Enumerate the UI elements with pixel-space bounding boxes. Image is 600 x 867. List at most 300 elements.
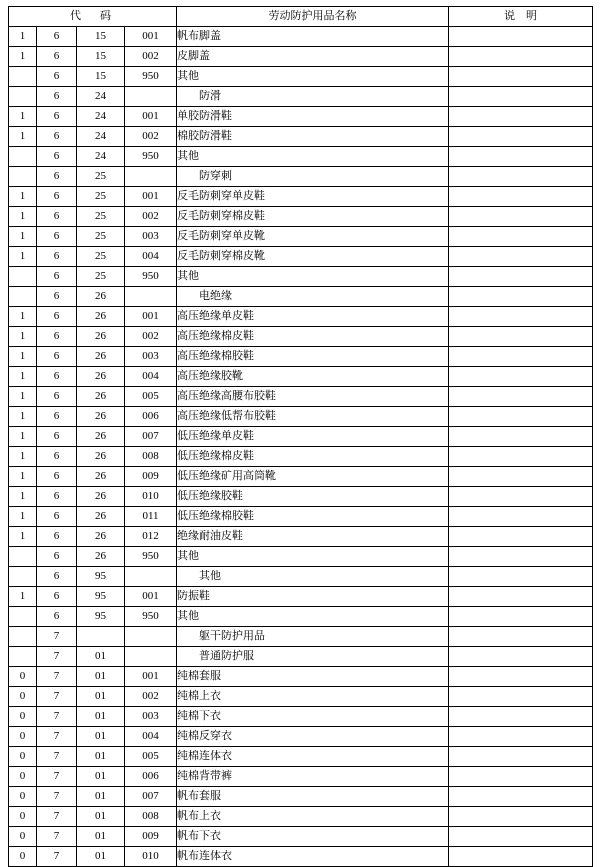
code-level-2: 6 xyxy=(37,267,77,287)
code-level-3: 26 xyxy=(77,487,125,507)
table-row xyxy=(9,447,593,467)
code-level-2: 6 xyxy=(37,127,77,147)
code-level-3: 26 xyxy=(77,467,125,487)
code-level-3: 01 xyxy=(77,707,125,727)
code-level-1: 0 xyxy=(9,687,37,707)
note-cell xyxy=(449,167,593,187)
table-row xyxy=(9,127,593,147)
column-header-note: 说 明 xyxy=(449,7,593,27)
note-cell xyxy=(449,847,593,867)
code-level-2: 6 xyxy=(37,187,77,207)
code-level-3: 15 xyxy=(77,47,125,67)
code-level-4: 001 xyxy=(125,27,177,47)
table-row xyxy=(9,147,593,167)
code-level-4: 001 xyxy=(125,667,177,687)
equipment-name: 防振鞋 xyxy=(177,587,449,607)
code-level-1: 1 xyxy=(9,207,37,227)
code-level-1: 1 xyxy=(9,247,37,267)
code-level-1: 1 xyxy=(9,467,37,487)
code-level-2: 6 xyxy=(37,607,77,627)
table-row xyxy=(9,507,593,527)
note-cell xyxy=(449,747,593,767)
table-header-row xyxy=(9,7,593,27)
equipment-name: 防滑 xyxy=(177,87,449,107)
equipment-name: 棉胶防滑鞋 xyxy=(177,127,449,147)
code-level-2: 6 xyxy=(37,387,77,407)
equipment-name: 其他 xyxy=(177,567,449,587)
code-level-4: 005 xyxy=(125,387,177,407)
code-level-4: 008 xyxy=(125,807,177,827)
code-level-3: 01 xyxy=(77,787,125,807)
code-level-1 xyxy=(9,67,37,87)
equipment-name: 纯棉反穿衣 xyxy=(177,727,449,747)
code-level-3: 24 xyxy=(77,127,125,147)
code-level-4: 001 xyxy=(125,187,177,207)
equipment-name: 低压绝缘单皮鞋 xyxy=(177,427,449,447)
code-level-4: 009 xyxy=(125,827,177,847)
equipment-name: 纯棉连体衣 xyxy=(177,747,449,767)
code-level-3: 01 xyxy=(77,687,125,707)
code-level-3: 26 xyxy=(77,447,125,467)
code-level-3: 01 xyxy=(77,667,125,687)
code-level-1 xyxy=(9,567,37,587)
code-level-3: 26 xyxy=(77,327,125,347)
code-level-2: 6 xyxy=(37,407,77,427)
note-cell xyxy=(449,527,593,547)
code-level-4: 004 xyxy=(125,727,177,747)
note-cell xyxy=(449,447,593,467)
table-row xyxy=(9,727,593,747)
code-level-1 xyxy=(9,287,37,307)
table-row xyxy=(9,67,593,87)
table-row xyxy=(9,747,593,767)
table-row xyxy=(9,27,593,47)
table-row xyxy=(9,247,593,267)
code-level-1: 1 xyxy=(9,27,37,47)
code-level-2: 6 xyxy=(37,227,77,247)
code-level-4: 012 xyxy=(125,527,177,547)
note-cell xyxy=(449,547,593,567)
code-level-4: 950 xyxy=(125,607,177,627)
code-level-3: 26 xyxy=(77,287,125,307)
table-row xyxy=(9,607,593,627)
equipment-name: 普通防护服 xyxy=(177,647,449,667)
code-level-2: 6 xyxy=(37,107,77,127)
code-level-4: 002 xyxy=(125,687,177,707)
table-row xyxy=(9,187,593,207)
code-level-2: 6 xyxy=(37,467,77,487)
code-level-2: 7 xyxy=(37,647,77,667)
code-level-4: 950 xyxy=(125,67,177,87)
equipment-name: 高压绝缘棉胶鞋 xyxy=(177,347,449,367)
equipment-name: 单胶防滑鞋 xyxy=(177,107,449,127)
code-level-2: 7 xyxy=(37,687,77,707)
code-level-1 xyxy=(9,547,37,567)
note-cell xyxy=(449,267,593,287)
table-row xyxy=(9,587,593,607)
code-level-2: 7 xyxy=(37,727,77,747)
equipment-name: 皮脚盖 xyxy=(177,47,449,67)
code-level-4 xyxy=(125,87,177,107)
code-level-1: 0 xyxy=(9,827,37,847)
code-level-1 xyxy=(9,167,37,187)
code-level-3: 25 xyxy=(77,247,125,267)
code-level-4: 002 xyxy=(125,327,177,347)
table-row xyxy=(9,767,593,787)
code-level-1: 1 xyxy=(9,347,37,367)
code-level-4 xyxy=(125,647,177,667)
code-level-3: 01 xyxy=(77,827,125,847)
equipment-name: 纯棉套服 xyxy=(177,667,449,687)
code-level-2: 7 xyxy=(37,807,77,827)
code-level-1: 1 xyxy=(9,407,37,427)
equipment-name: 反毛防刺穿单皮靴 xyxy=(177,227,449,247)
note-cell xyxy=(449,327,593,347)
code-level-1: 1 xyxy=(9,487,37,507)
code-level-2: 7 xyxy=(37,787,77,807)
code-level-1: 1 xyxy=(9,507,37,527)
table-row xyxy=(9,807,593,827)
code-level-1: 0 xyxy=(9,727,37,747)
code-level-3: 25 xyxy=(77,187,125,207)
equipment-name: 高压绝缘低帮布胶鞋 xyxy=(177,407,449,427)
code-level-1: 0 xyxy=(9,667,37,687)
note-cell xyxy=(449,727,593,747)
code-level-1: 1 xyxy=(9,387,37,407)
code-level-3: 24 xyxy=(77,107,125,127)
table-row xyxy=(9,787,593,807)
table-row xyxy=(9,387,593,407)
table-row xyxy=(9,307,593,327)
table-row xyxy=(9,367,593,387)
code-level-2: 6 xyxy=(37,587,77,607)
note-cell xyxy=(449,107,593,127)
note-cell xyxy=(449,227,593,247)
code-level-2: 7 xyxy=(37,827,77,847)
table-row xyxy=(9,667,593,687)
code-level-2: 6 xyxy=(37,67,77,87)
code-level-3: 26 xyxy=(77,407,125,427)
code-level-1: 0 xyxy=(9,747,37,767)
code-level-2: 6 xyxy=(37,547,77,567)
code-level-1: 1 xyxy=(9,227,37,247)
table-row xyxy=(9,287,593,307)
code-level-4: 003 xyxy=(125,347,177,367)
note-cell xyxy=(449,307,593,327)
code-level-4: 004 xyxy=(125,367,177,387)
code-level-1 xyxy=(9,647,37,667)
code-level-4: 007 xyxy=(125,427,177,447)
code-level-3: 95 xyxy=(77,567,125,587)
code-level-2: 6 xyxy=(37,347,77,367)
code-level-2: 6 xyxy=(37,207,77,227)
code-level-2: 6 xyxy=(37,427,77,447)
code-level-3: 24 xyxy=(77,147,125,167)
table-row xyxy=(9,347,593,367)
table-row xyxy=(9,87,593,107)
note-cell xyxy=(449,787,593,807)
code-level-2: 6 xyxy=(37,447,77,467)
code-level-1: 1 xyxy=(9,107,37,127)
table-row xyxy=(9,827,593,847)
code-level-2: 6 xyxy=(37,307,77,327)
note-cell xyxy=(449,807,593,827)
code-level-4: 010 xyxy=(125,847,177,867)
table-row xyxy=(9,487,593,507)
code-level-2: 6 xyxy=(37,247,77,267)
code-level-1: 1 xyxy=(9,427,37,447)
code-level-1: 1 xyxy=(9,327,37,347)
code-level-4: 001 xyxy=(125,587,177,607)
code-level-3: 15 xyxy=(77,27,125,47)
code-level-1: 1 xyxy=(9,587,37,607)
code-level-4 xyxy=(125,167,177,187)
code-level-1: 1 xyxy=(9,47,37,67)
column-header-code: 代 码 xyxy=(9,7,177,27)
table-row xyxy=(9,227,593,247)
equipment-name: 其他 xyxy=(177,147,449,167)
code-level-4: 006 xyxy=(125,767,177,787)
code-level-1: 1 xyxy=(9,307,37,327)
table-row xyxy=(9,467,593,487)
code-level-4: 001 xyxy=(125,307,177,327)
note-cell xyxy=(449,607,593,627)
code-level-2: 6 xyxy=(37,327,77,347)
table-row xyxy=(9,647,593,667)
code-level-4: 007 xyxy=(125,787,177,807)
note-cell xyxy=(449,627,593,647)
code-level-2: 6 xyxy=(37,507,77,527)
code-level-1: 1 xyxy=(9,367,37,387)
equipment-name: 反毛防刺穿棉皮鞋 xyxy=(177,207,449,227)
note-cell xyxy=(449,187,593,207)
code-level-4: 005 xyxy=(125,747,177,767)
code-level-4: 002 xyxy=(125,207,177,227)
equipment-name: 其他 xyxy=(177,67,449,87)
note-cell xyxy=(449,67,593,87)
code-level-3: 15 xyxy=(77,67,125,87)
code-level-4: 009 xyxy=(125,467,177,487)
table-row xyxy=(9,327,593,347)
equipment-name: 纯棉下衣 xyxy=(177,707,449,727)
code-level-2: 6 xyxy=(37,527,77,547)
equipment-name: 其他 xyxy=(177,547,449,567)
equipment-name: 低压绝缘矿用高筒靴 xyxy=(177,467,449,487)
note-cell xyxy=(449,467,593,487)
code-level-2: 6 xyxy=(37,167,77,187)
equipment-name: 躯干防护用品 xyxy=(177,627,449,647)
equipment-name: 高压绝缘胶靴 xyxy=(177,367,449,387)
note-cell xyxy=(449,147,593,167)
code-level-3: 01 xyxy=(77,647,125,667)
note-cell xyxy=(449,827,593,847)
note-cell xyxy=(449,247,593,267)
code-level-1 xyxy=(9,147,37,167)
code-level-3: 26 xyxy=(77,547,125,567)
table-row xyxy=(9,427,593,447)
code-level-1: 1 xyxy=(9,187,37,207)
table-row xyxy=(9,407,593,427)
table-row xyxy=(9,687,593,707)
code-level-4 xyxy=(125,287,177,307)
code-level-3: 26 xyxy=(77,507,125,527)
code-level-4: 006 xyxy=(125,407,177,427)
equipment-name: 高压绝缘棉皮鞋 xyxy=(177,327,449,347)
equipment-name: 低压绝缘棉皮鞋 xyxy=(177,447,449,467)
code-level-3: 25 xyxy=(77,167,125,187)
note-cell xyxy=(449,587,593,607)
code-level-3: 25 xyxy=(77,267,125,287)
code-level-2: 7 xyxy=(37,667,77,687)
note-cell xyxy=(449,347,593,367)
note-cell xyxy=(449,647,593,667)
code-level-2: 7 xyxy=(37,747,77,767)
code-level-3: 01 xyxy=(77,807,125,827)
equipment-name: 其他 xyxy=(177,607,449,627)
code-level-4: 008 xyxy=(125,447,177,467)
code-level-2: 6 xyxy=(37,27,77,47)
equipment-name: 绝缘耐油皮鞋 xyxy=(177,527,449,547)
code-level-3: 01 xyxy=(77,747,125,767)
note-cell xyxy=(449,47,593,67)
table-row xyxy=(9,207,593,227)
table-header xyxy=(9,7,593,27)
code-level-3: 26 xyxy=(77,307,125,327)
code-level-4: 003 xyxy=(125,227,177,247)
code-level-2: 6 xyxy=(37,367,77,387)
code-level-3: 25 xyxy=(77,227,125,247)
code-level-4 xyxy=(125,567,177,587)
code-level-3: 95 xyxy=(77,607,125,627)
code-level-4: 003 xyxy=(125,707,177,727)
code-level-3: 25 xyxy=(77,207,125,227)
code-level-1 xyxy=(9,627,37,647)
table-row xyxy=(9,707,593,727)
code-level-3: 95 xyxy=(77,587,125,607)
code-level-1: 0 xyxy=(9,807,37,827)
note-cell xyxy=(449,427,593,447)
code-level-4: 950 xyxy=(125,147,177,167)
equipment-name: 纯棉背带裤 xyxy=(177,767,449,787)
code-level-2: 6 xyxy=(37,147,77,167)
code-level-1: 0 xyxy=(9,707,37,727)
table-row xyxy=(9,527,593,547)
code-level-3: 26 xyxy=(77,347,125,367)
note-cell xyxy=(449,687,593,707)
table-row xyxy=(9,547,593,567)
note-cell xyxy=(449,367,593,387)
code-level-3: 26 xyxy=(77,387,125,407)
note-cell xyxy=(449,127,593,147)
note-cell xyxy=(449,767,593,787)
code-level-1: 1 xyxy=(9,527,37,547)
equipment-name: 帆布连体衣 xyxy=(177,847,449,867)
code-level-1 xyxy=(9,87,37,107)
code-level-1 xyxy=(9,267,37,287)
column-header-name: 劳动防护用品名称 xyxy=(177,7,449,27)
equipment-name: 反毛防刺穿棉皮靴 xyxy=(177,247,449,267)
code-level-3 xyxy=(77,627,125,647)
code-level-4: 010 xyxy=(125,487,177,507)
equipment-name: 高压绝缘单皮鞋 xyxy=(177,307,449,327)
code-level-2: 7 xyxy=(37,847,77,867)
table-row xyxy=(9,567,593,587)
note-cell xyxy=(449,487,593,507)
table-row xyxy=(9,47,593,67)
table-row xyxy=(9,267,593,287)
equipment-name: 帆布下衣 xyxy=(177,827,449,847)
code-level-2: 7 xyxy=(37,627,77,647)
note-cell xyxy=(449,387,593,407)
code-level-4 xyxy=(125,627,177,647)
code-level-3: 26 xyxy=(77,367,125,387)
code-level-2: 6 xyxy=(37,487,77,507)
note-cell xyxy=(449,407,593,427)
code-level-3: 01 xyxy=(77,767,125,787)
note-cell xyxy=(449,27,593,47)
code-level-4: 001 xyxy=(125,107,177,127)
equipment-name: 帆布脚盖 xyxy=(177,27,449,47)
note-cell xyxy=(449,287,593,307)
code-level-4: 950 xyxy=(125,267,177,287)
note-cell xyxy=(449,207,593,227)
code-level-4: 011 xyxy=(125,507,177,527)
equipment-name: 其他 xyxy=(177,267,449,287)
protective-equipment-code-table xyxy=(8,6,593,867)
table-body xyxy=(9,27,593,867)
equipment-name: 防穿刺 xyxy=(177,167,449,187)
code-level-1: 1 xyxy=(9,127,37,147)
code-level-4: 004 xyxy=(125,247,177,267)
note-cell xyxy=(449,707,593,727)
table-row xyxy=(9,847,593,867)
code-level-2: 7 xyxy=(37,707,77,727)
code-level-1: 0 xyxy=(9,767,37,787)
table-row xyxy=(9,627,593,647)
code-level-1 xyxy=(9,607,37,627)
code-level-3: 01 xyxy=(77,727,125,747)
code-level-1: 0 xyxy=(9,847,37,867)
code-level-2: 7 xyxy=(37,767,77,787)
equipment-name: 帆布上衣 xyxy=(177,807,449,827)
code-level-3: 26 xyxy=(77,527,125,547)
code-level-2: 6 xyxy=(37,47,77,67)
code-level-2: 6 xyxy=(37,87,77,107)
code-level-3: 01 xyxy=(77,847,125,867)
code-level-4: 002 xyxy=(125,127,177,147)
note-cell xyxy=(449,667,593,687)
equipment-name: 电绝缘 xyxy=(177,287,449,307)
code-level-2: 6 xyxy=(37,567,77,587)
note-cell xyxy=(449,567,593,587)
code-level-4: 950 xyxy=(125,547,177,567)
note-cell xyxy=(449,507,593,527)
note-cell xyxy=(449,87,593,107)
code-level-1: 1 xyxy=(9,447,37,467)
code-level-2: 6 xyxy=(37,287,77,307)
code-level-4: 002 xyxy=(125,47,177,67)
equipment-name: 低压绝缘胶鞋 xyxy=(177,487,449,507)
code-level-3: 24 xyxy=(77,87,125,107)
code-level-3: 26 xyxy=(77,427,125,447)
table-row xyxy=(9,167,593,187)
equipment-name: 纯棉上衣 xyxy=(177,687,449,707)
equipment-name: 反毛防刺穿单皮鞋 xyxy=(177,187,449,207)
equipment-name: 高压绝缘高腰布胶鞋 xyxy=(177,387,449,407)
equipment-name: 帆布套服 xyxy=(177,787,449,807)
code-level-1: 0 xyxy=(9,787,37,807)
equipment-name: 低压绝缘棉胶鞋 xyxy=(177,507,449,527)
